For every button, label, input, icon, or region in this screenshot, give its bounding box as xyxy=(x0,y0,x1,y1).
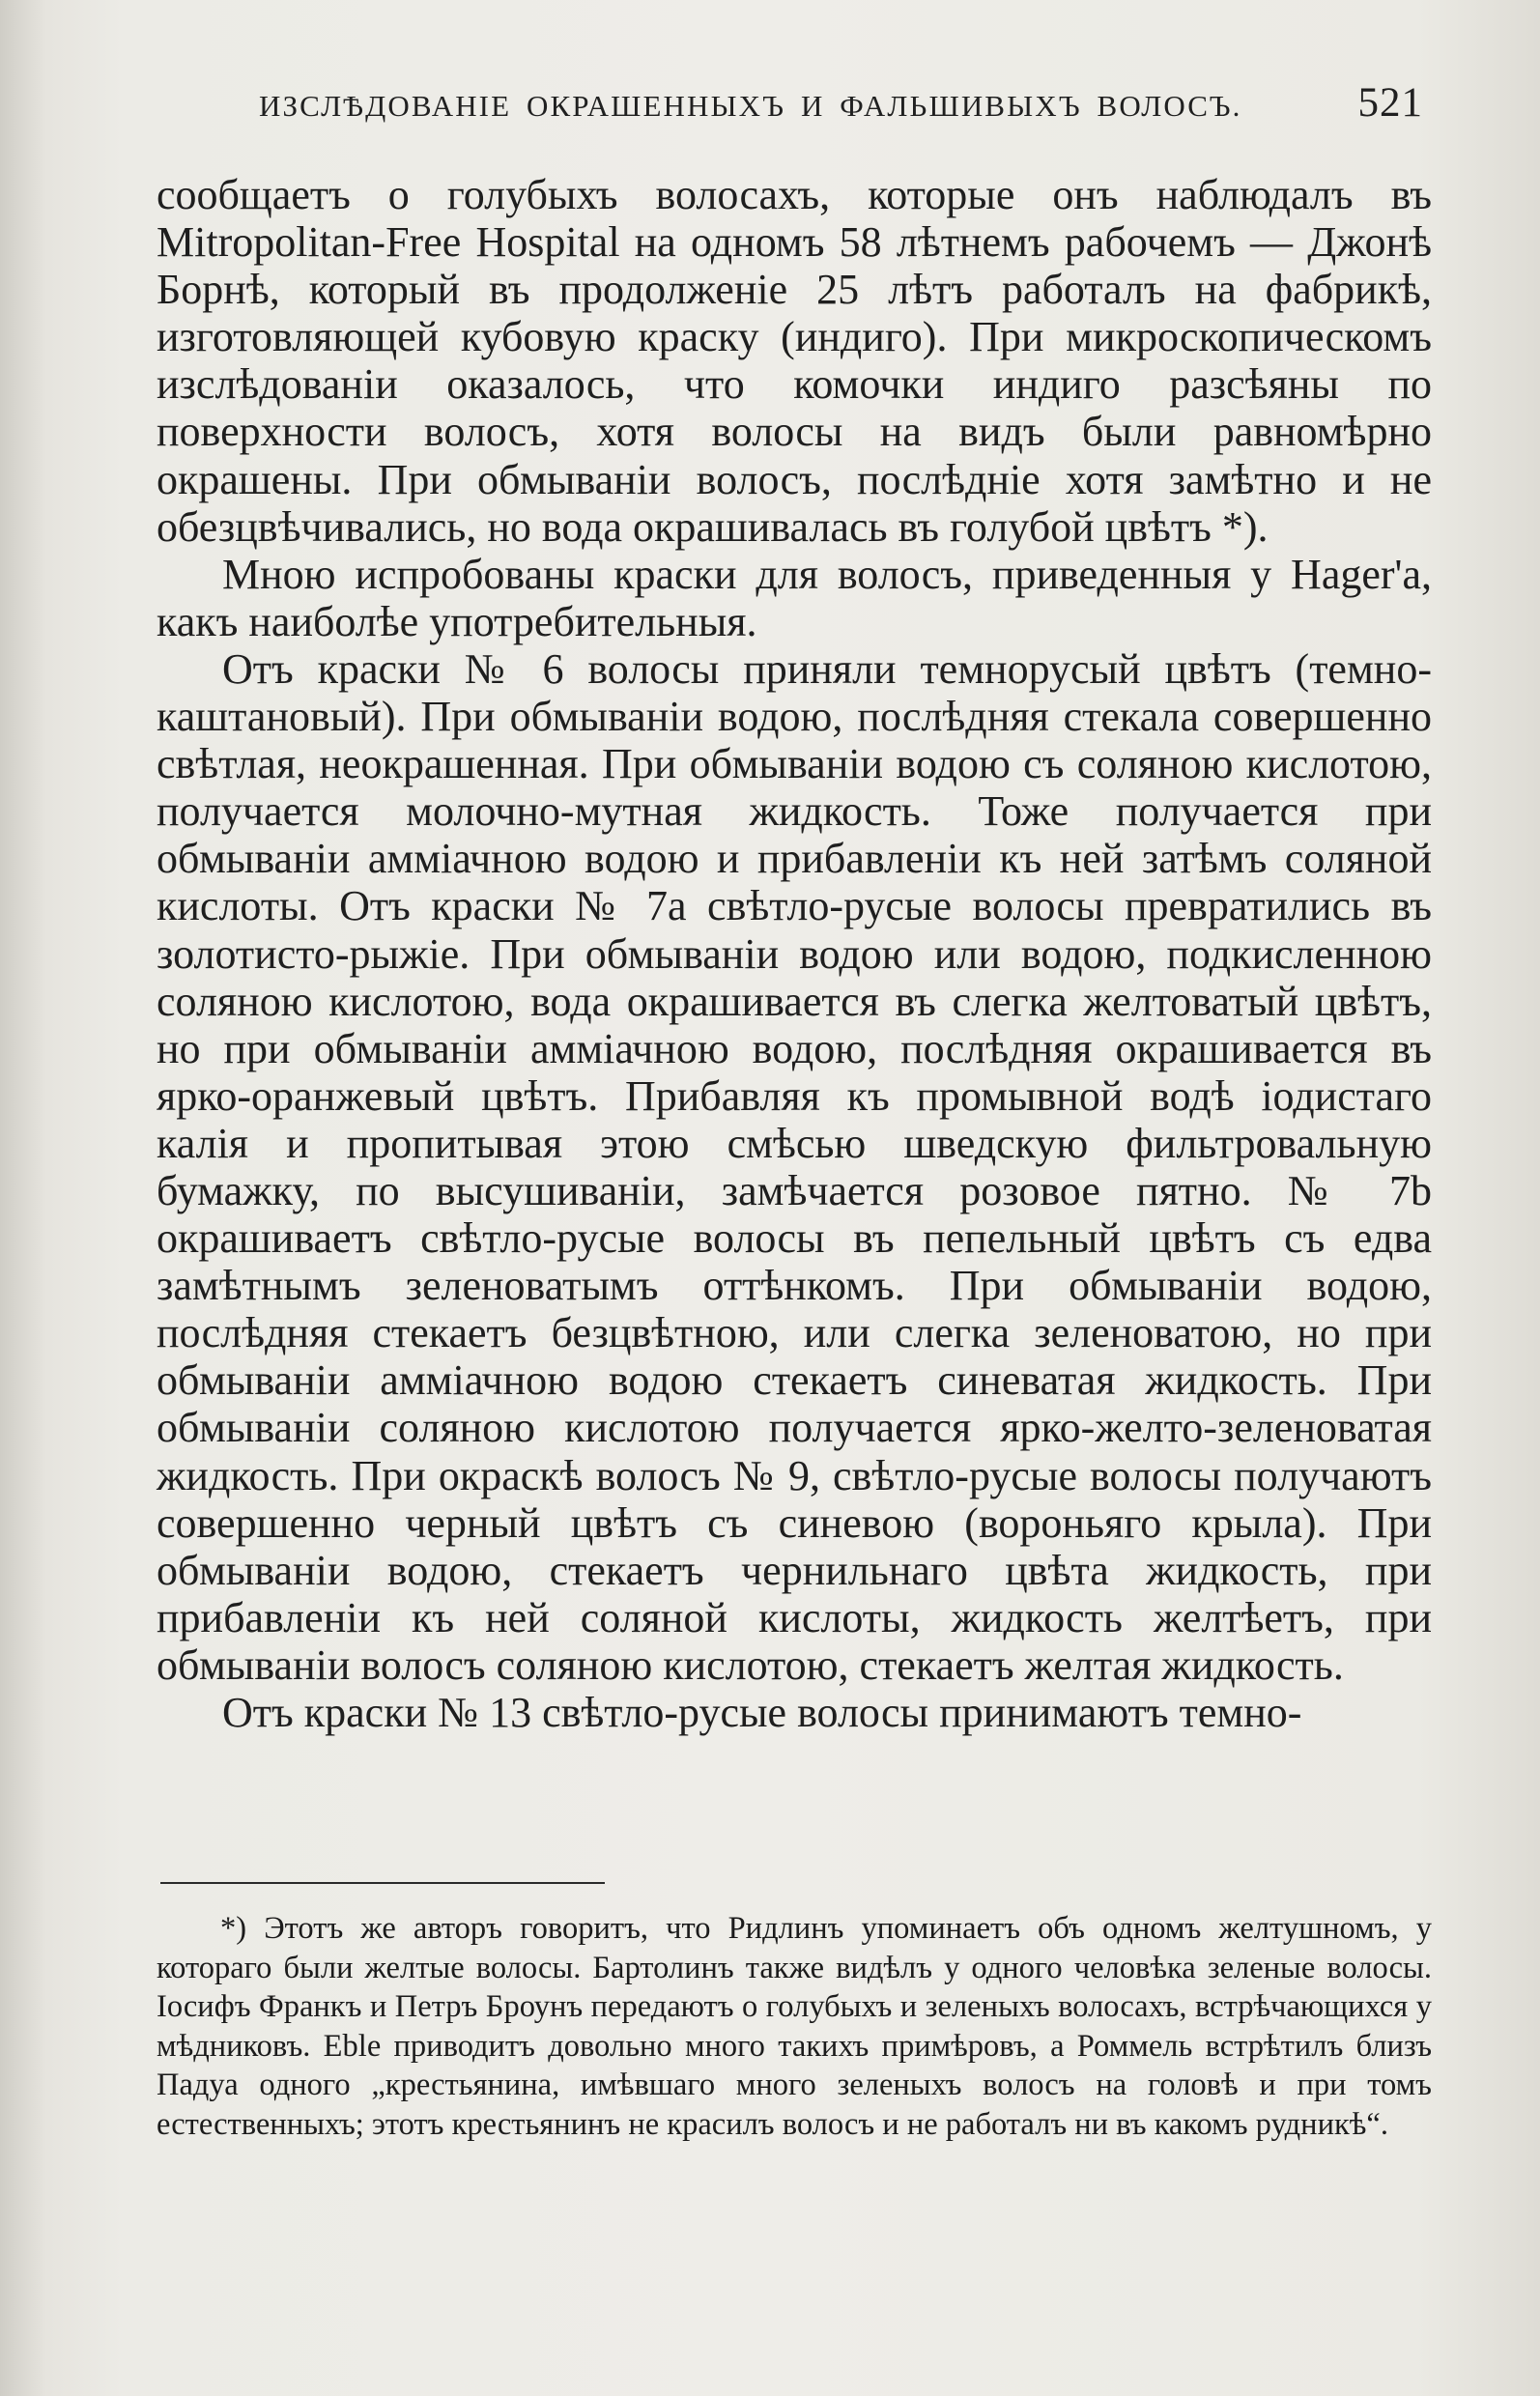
running-title: ИЗСЛѢДОВАНІЕ ОКРАШЕННЫХЪ И ФАЛЬШИВЫХЪ ВОЛОСЪ. xyxy=(259,89,1242,123)
paragraph: Отъ краски № 13 свѣтло-русые волосы принимаютъ темно- xyxy=(222,1689,1302,1736)
page-number: 521 xyxy=(1357,80,1423,126)
paragraph-continuation: сообщаетъ о голубыхъ волосахъ, которые онъ наблюдалъ въ Mitropolitan-Free Hospital на одномъ 58 лѣтнемъ рабочемъ — Джонѣ Борнѣ, который въ продолженіе 25 лѣтъ работалъ на фабрикѣ, изготовляющей кубовую краску (индиго). При микроскопическомъ изслѣдованіи оказалось, что комочки индиго разсѣяны по поверхности волосъ, хотя волосы на видъ были равномѣрно окрашены. При обмываніи волосъ, послѣдніе хотя замѣтно и не обезцвѣчивались, но вода окрашивалась въ голубой цвѣтъ *). xyxy=(157,171,1432,551)
paragraph: Отъ краски № 6 волосы приняли темнорусый цвѣтъ (темно-каштановый). При обмываніи водою, послѣдняя стекала совершенно свѣтлая, неокрашенная. При обмываніи водою съ соляною кислотою, получается молочно-мутная жидкость. Тоже получается при обмываніи амміачною водою и прибавленіи къ ней затѣмъ соляной кислоты. Отъ краски № 7а свѣтло-русые волосы превратились въ золотисто-рыжіе. При обмываніи водою или водою, подкисленною соляною кислотою, вода окрашивается въ слегка желтоватый цвѣтъ, но при обмываніи амміачною водою, послѣдняя окрашивается въ ярко-оранжевый цвѣтъ. Прибавляя къ промывной водѣ іодистаго калія и пропитывая этою смѣсью шведскую фильтровальную бумажку, по высушиваніи, замѣчается розовое пятно. № 7b окрашиваетъ свѣтло-русые волосы въ пепельный цвѣтъ съ едва замѣтнымъ зеленоватымъ оттѣнкомъ. При обмываніи водою, послѣдняя стекаетъ безцвѣтною, или слегка зеленоватою, но при обмываніи амміачною водою стекаетъ синеватая жидкость. При обмываніи соляною кислотою получается ярко-желто-зеленоватая жидкость. При окраскѣ волосъ № 9, свѣтло-русые волосы получаютъ совершенно черный цвѣтъ съ синевою (вороньяго крыла). При обмываніи водою, стекаетъ чернильнаго цвѣта жидкость, при прибавленіи къ ней соляной кислоты, жидкость желтѣетъ, при обмываніи волосъ соляною кислотою, стекаетъ желтая жидкость. xyxy=(157,644,1432,1689)
footnote-separator xyxy=(160,1882,605,1884)
footnote: *) Этотъ же авторъ говоритъ, что Ридлинъ упоминаетъ объ одномъ желтушномъ, у котораго были желтые волосы. Бартолинъ также видѣлъ у одного человѣка зеленые волосы. Іосифъ Франкъ и Петръ Броунъ передаютъ о голубыхъ и зеленыхъ волосахъ, встрѣчающихся у мѣдниковъ. Eble приводитъ довольно много такихъ примѣровъ, а Роммель встрѣтилъ близъ Падуа одного „крестьянина, имѣвшаго много зеленыхъ волосъ на головѣ и при томъ естественныхъ; этотъ крестьянинъ не красилъ волосъ и не работалъ ни въ какомъ рудникѣ“. xyxy=(157,1911,1432,2142)
paragraph: Мною испробованы краски для волосъ, приведенныя у Hager'а, какъ наиболѣе употребительныя. xyxy=(157,550,1432,645)
page-header xyxy=(259,79,1423,137)
main-text xyxy=(157,171,1432,1736)
